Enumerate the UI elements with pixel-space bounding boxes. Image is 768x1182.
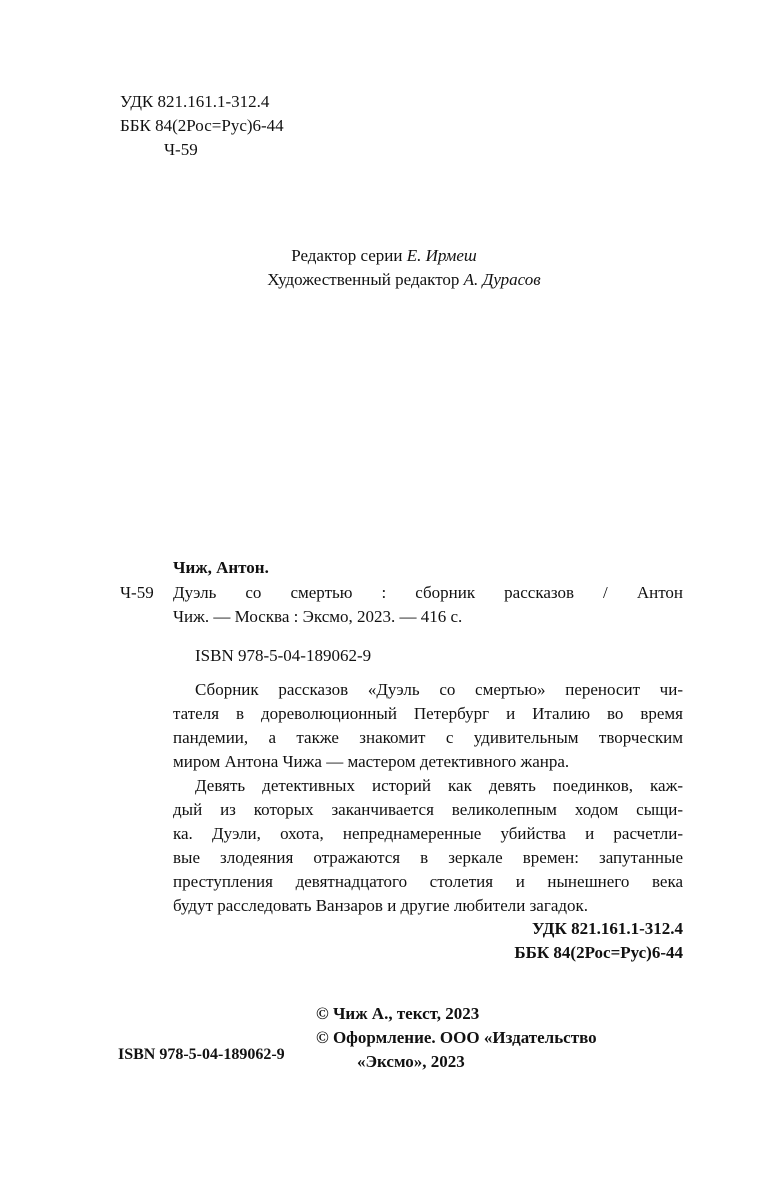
catalog-mark: Ч-59 — [120, 583, 154, 602]
copyright-text-line: © Чиж А., текст, 2023 — [316, 1004, 480, 1023]
annotation-line: Сборник рассказов «Дуэль со смертью» переносит чи- — [195, 680, 683, 699]
annotation-line: ка. Дуэли, охота, непреднамеренные убийства и расчетли- — [173, 824, 683, 843]
author-mark-top: Ч-59 — [164, 140, 198, 159]
bbk-code-bottom: ББК 84(2Рос=Рус)6-44 — [514, 943, 683, 962]
series-editor-label: Редактор серии — [291, 246, 403, 265]
annotation-line: пандемии, а также знакомит с удивительным творческим — [173, 728, 683, 747]
art-editor-line — [0, 270, 768, 290]
art-editor-label: Художественный редактор — [267, 270, 460, 289]
udk-code-top: УДК 821.161.1-312.4 — [120, 92, 270, 111]
copyright-publisher-line: «Эксмо», 2023 — [357, 1052, 465, 1071]
catalog-title-line-1: Дуэль со смертью : сборник рассказов / Антон — [173, 583, 683, 602]
annotation-line: дый из которых заканчивается великолепным ходом сыщи- — [173, 800, 683, 819]
annotation-line: миром Антона Чижа — мастером детективного жанра. — [173, 752, 570, 771]
copyright-design-line: © Оформление. ООО «Издательство — [316, 1028, 597, 1047]
annotation-line: вые злодеяния отражаются в зеркале времен: запутанные — [173, 848, 683, 867]
catalog-isbn: ISBN 978-5-04-189062-9 — [195, 646, 372, 665]
annotation-line: тателя в дореволюционный Петербург и Италию во время — [173, 704, 683, 723]
annotation-line: преступления девятнадцатого столетия и нынешнего века — [173, 872, 683, 891]
annotation-line: Девять детективных историй как девять поединков, каж- — [195, 776, 683, 795]
series-editor-line — [0, 246, 768, 266]
annotation-line: будут расследовать Ванзаров и другие любители загадок. — [173, 896, 589, 915]
series-editor-name: Е. Ирмеш — [406, 246, 477, 265]
bbk-code-top: ББК 84(2Рос=Рус)6-44 — [120, 116, 284, 135]
udk-code-bottom: УДК 821.161.1-312.4 — [532, 919, 683, 938]
art-editor-name: А. Дурасов — [463, 270, 541, 289]
isbn-bottom: ISBN 978-5-04-189062-9 — [118, 1046, 285, 1063]
catalog-title-line-2: Чиж. — Москва : Эксмо, 2023. — 416 с. — [173, 607, 463, 626]
catalog-author: Чиж, Антон. — [173, 558, 269, 577]
